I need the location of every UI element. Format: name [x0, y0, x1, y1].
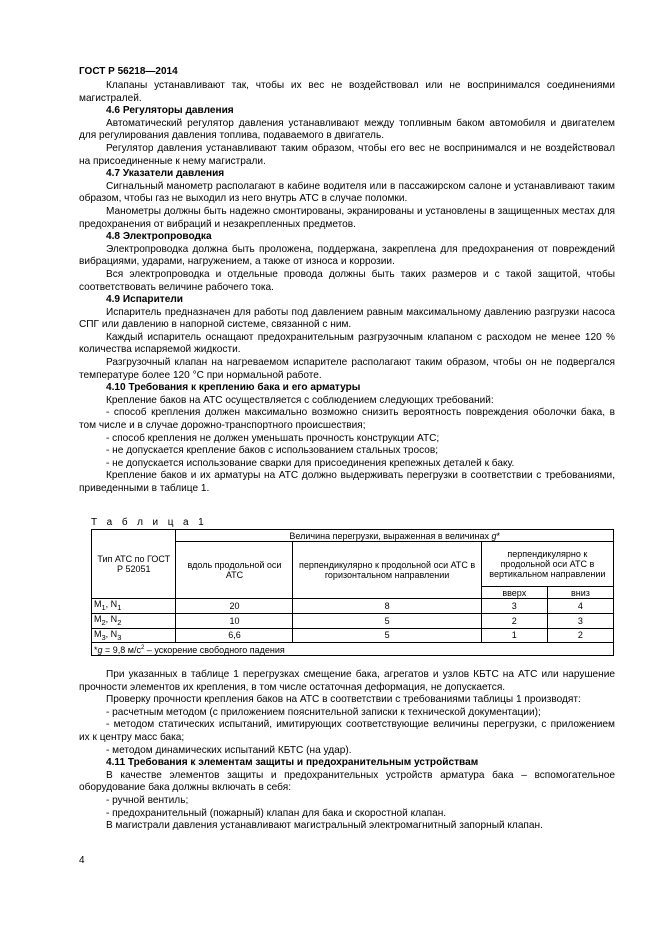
- paragraph: Проверку прочности крепления баков на АТС в соответствии с требованиями таблицы 1 производят:: [106, 694, 581, 706]
- paragraph: Электропроводка должна быть проложена, поддержана, закреплена для предохранения от повреждений вибрациями, ударами, нагружением, а также от износа и коррозии.: [79, 243, 615, 268]
- list-item: - методом динамических испытаний КБТС (на удар).: [106, 744, 352, 756]
- cell-type: $M_3$, $N_3$: [92, 628, 176, 643]
- cell-up: 2: [481, 613, 547, 628]
- paragraph: Регулятор давления устанавливают таким образом, чтобы его вес не воспринимался и не воздействовал на присоединенные к нему магистрали.: [79, 142, 615, 167]
- paragraph: В качестве элементов защиты и предохранительных устройств арматура бака – вспомогательное оборудование бака должны включать в себя:: [79, 769, 615, 794]
- list-item: - методом статических испытаний, имитирующих соответствующие величины перегрузки, с приложением их к центру масс бака;: [79, 719, 615, 743]
- cell-along: 6,6: [176, 628, 293, 643]
- paragraph: Сигнальный манометр располагают в кабине водителя или в пассажирском салоне и устанавливают таким образом, чтобы газ не выходил из него внутрь АТС в случае поломки.: [79, 180, 615, 205]
- column-header-group: Величина перегрузки, выраженная в величинах g*: [176, 530, 614, 542]
- cell-up: 1: [481, 628, 547, 643]
- list-item: - не допускается крепление баков с использованием стальных тросов;: [106, 445, 439, 457]
- column-header-vertical: перпендикулярно к продольной оси АТС в вертикальном направлении: [481, 542, 613, 587]
- cell-type: $M_2$, $N_2$: [92, 613, 176, 628]
- paragraph: Каждый испаритель оснащают предохранительным разгрузочным клапаном с расходом не менее 120 % количества испаряемой жидкости.: [79, 331, 615, 356]
- cell-up: 3: [481, 599, 547, 614]
- paragraph: При указанных в таблице 1 перегрузках смещение бака, агрегатов и узлов КБТС на АТС или нарушение прочности элементов их крепления, в том числе остаточная деформация, не допускается.: [79, 669, 615, 693]
- cell-along: 10: [176, 613, 293, 628]
- cell-horizontal: 8: [293, 599, 481, 614]
- list-item: - предохранительный (пожарный) клапан для бака и скоростной клапан.: [106, 807, 447, 819]
- list-item: - способ крепления не должен уменьшать прочность конструкции АТС;: [106, 432, 440, 444]
- list-item: - ручной вентиль;: [106, 794, 189, 806]
- paragraph: Вся электропроводка и отдельные провода должны быть таких размеров и с такой защитой, чтобы соответствовать величине рабочего тока.: [79, 268, 615, 293]
- load-table: [91, 529, 614, 656]
- paragraph: Разгрузочный клапан на нагреваемом испарителе располагают таким образом, чтобы он не подвергался температуре более 120 °С при нормальной работе.: [79, 357, 615, 381]
- document-body-continued: [79, 669, 615, 833]
- section-heading-4-11: 4.11 Требования к элементам защиты и предохранительным устройствам: [106, 757, 479, 769]
- list-item: - не допускается использование сварки для присоединения крепежных деталей к баку.: [106, 457, 515, 469]
- section-heading-4-6: 4.6 Регуляторы давления: [106, 105, 234, 117]
- list-item: - расчетным методом (с приложением пояснительной записки к технической документации);: [106, 706, 541, 718]
- table-row: [92, 599, 614, 614]
- table-footnote: *g = 9,8 $м/с^2$ – ускорение свободного падения: [92, 643, 614, 656]
- cell-type: $M_1$, $N_1$: [92, 599, 176, 614]
- document-body: [79, 80, 615, 496]
- section-heading-4-8: 4.8 Электропроводка: [106, 231, 212, 243]
- paragraph: Манометры должны быть надежно смонтированы, экранированы и установлены в защищенных местах для предохранения от вибраций и незакрепленных предметов.: [79, 205, 615, 230]
- cell-horizontal: 5: [293, 613, 481, 628]
- paragraph: Крепление баков и их арматуры на АТС должно выдерживать перегрузки в соответствии с требованиями, приведенными в таблице 1.: [79, 470, 615, 494]
- table-footnote-row: [92, 643, 614, 656]
- table-caption: Т а б л и ц а 1: [91, 517, 208, 528]
- column-header-down: вниз: [547, 587, 613, 599]
- column-header-along: вдоль продольной оси АТС: [176, 542, 293, 599]
- cell-down: 3: [547, 613, 613, 628]
- g-symbol: g: [491, 530, 497, 541]
- section-heading-4-10: 4.10 Требования к креплению бака и его арматуры: [106, 382, 361, 394]
- page-number: 4: [79, 855, 85, 866]
- standard-header: ГОСТ Р 56218—2014: [79, 66, 178, 77]
- column-header-up: вверх: [481, 587, 547, 599]
- paragraph: Испаритель предназначен для работы под давлением равным максимальному давлению разгрузки насоса СПГ или давлению в напорной системе, связанной с ним.: [79, 306, 615, 331]
- list-item: - способ крепления должен максимально возможно снизить вероятность повреждения оболочки бака, в том числе и в случае дорожно-транспортного происшествия;: [79, 407, 615, 432]
- cell-horizontal: 5: [293, 628, 481, 643]
- paragraph: Клапаны устанавливают так, чтобы их вес не воздействовал или не воспринимался соединениями магистралей.: [79, 80, 615, 104]
- table-header-row: [92, 530, 614, 542]
- column-header-type: Тип АТС по ГОСТ Р 52051: [92, 530, 176, 599]
- table-row: [92, 613, 614, 628]
- paragraph: Автоматический регулятор давления устанавливают между топливным баком автомобиля и двигателем для регулирования давления топлива, подаваемого в двигатель.: [79, 117, 615, 142]
- paragraph: Крепление баков на АТС осуществляется с соблюдением следующих требований:: [106, 394, 494, 406]
- paragraph: В магистрали давления устанавливают магистральный электромагнитный запорный клапан.: [106, 820, 543, 832]
- cell-down: 4: [547, 599, 613, 614]
- section-heading-4-9: 4.9 Испарители: [106, 294, 183, 306]
- table-row: [92, 628, 614, 643]
- cell-along: 20: [176, 599, 293, 614]
- cell-down: 2: [547, 628, 613, 643]
- column-header-horizontal: перпендикулярно к продольной оси АТС в горизонтальном направлении: [293, 542, 481, 599]
- section-heading-4-7: 4.7 Указатели давления: [106, 168, 225, 180]
